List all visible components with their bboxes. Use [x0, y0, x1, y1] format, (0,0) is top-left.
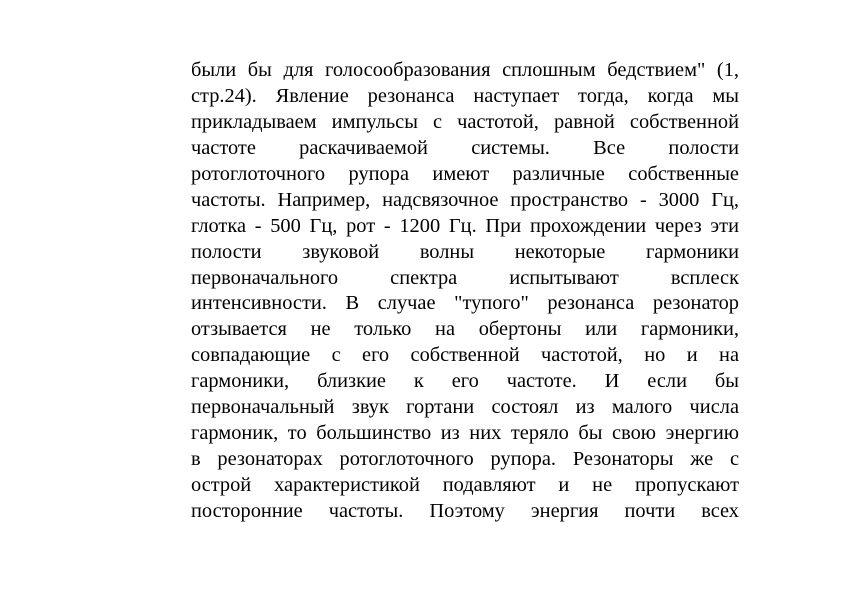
text-line: ротоглоточного рупора имеют различные собственные [191, 162, 739, 185]
text-line: частоты. Например, надсвязочное пространство - 3000 Гц, [191, 188, 739, 211]
text-line: стр.24). Явление резонанса наступает тогда, когда мы [191, 84, 739, 107]
text-line: первоначального спектра испытывают всплеск [191, 266, 739, 289]
text-line: глотка - 500 Гц, рот - 1200 Гц. При прохождении через эти [191, 214, 739, 237]
text-line: были бы для голосообразования сплошным бедствием" (1, [191, 59, 739, 81]
text-line: гармоники, близкие к его частоте. И если бы [191, 370, 739, 393]
text-line: в резонаторах ротоглоточного рупора. Резонаторы же с [191, 448, 739, 471]
text-line: полости звуковой волны некоторые гармоники [191, 240, 739, 263]
text-line: первоначальный звук гортани состоял из малого числа [191, 396, 739, 419]
body-text [191, 58, 739, 525]
text-line: отзывается не только на обертоны или гармоники, [191, 318, 739, 341]
text-line: острой характеристикой подавляют и не пропускают [191, 474, 739, 496]
text-line: прикладываем импульсы с частотой, равной собственной [191, 110, 739, 133]
text-line: частоте раскачиваемой системы. Все полости [191, 136, 739, 159]
text-line: совпадающие с его собственной частотой, но и на [191, 344, 739, 367]
text-line: посторонние частоты. Поэтому энергия почти всех [191, 499, 739, 522]
text-line: интенсивности. В случае "тупого" резонанса резонатор [191, 292, 739, 315]
text-line: гармоник, то большинство из них теряло бы свою энергию [191, 422, 739, 445]
